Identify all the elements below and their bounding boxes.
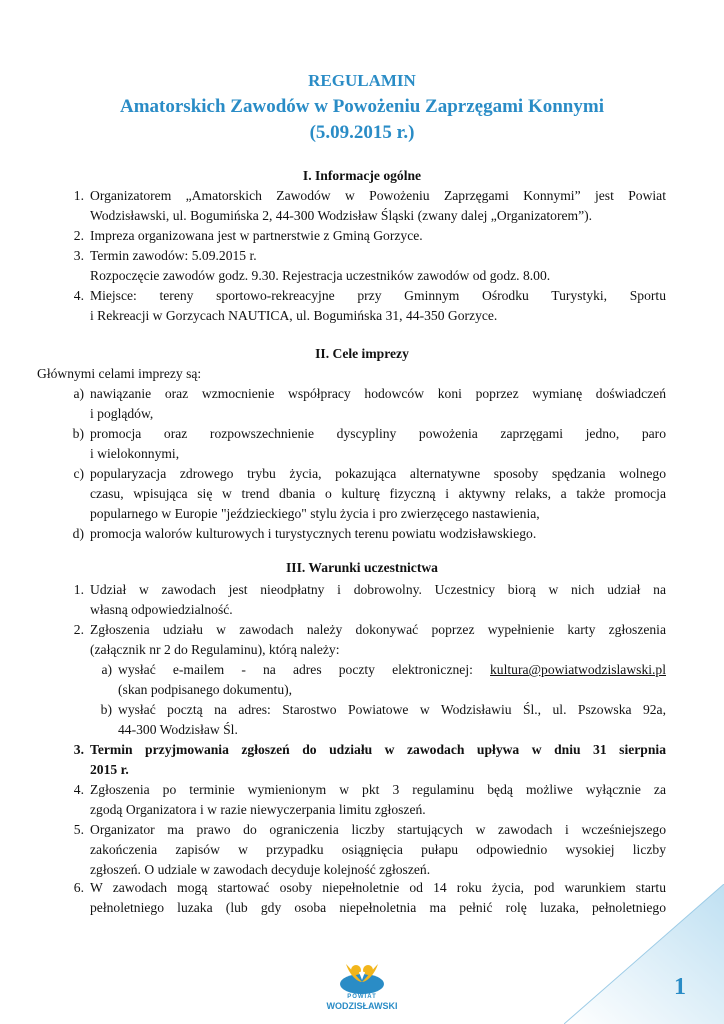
list-text: czasu, wpisująca się w trend dbania o kulturę fizyczną i aktywny relaks, a także promocja <box>90 486 666 501</box>
powiat-logo <box>312 958 412 1018</box>
section-heading-general: I. Informacje ogólne <box>302 168 422 183</box>
list-text: popularyzacja zdrowego trybu życia, pokazująca alternatywne sposoby spędzania wolnego <box>90 466 666 481</box>
list-item <box>60 464 666 524</box>
list-text: pełnoletniego luzaka (lub gdy osoba niepełnoletnia ma pełnić rolę luzaka, pełnoletniego <box>90 900 666 915</box>
list-text <box>118 660 666 680</box>
list-text: promocja walorów kulturowych i turystycznych terenu powiatu wodzisławskiego. <box>90 526 537 541</box>
list-item <box>60 524 666 544</box>
list-item <box>60 384 666 424</box>
list-item <box>60 820 666 880</box>
list-text: Udział w zawodach jest nieodpłatny i dobrowolny. Uczestnicy biorą w nich udział na <box>90 582 666 597</box>
list-text: Wodzisławski, ul. Bogumińska 2, 44-300 Wodzisław Śląski (zwany dalej „Organizatorem”). <box>90 208 593 223</box>
list-text: Organizatorem „Amatorskich Zawodów w Powożeniu Zaprzęgami Konnymi” jest Powiat <box>90 188 666 203</box>
list-letter: b) <box>100 702 112 717</box>
list-item <box>60 286 666 326</box>
list-text: (załącznik nr 2 do Regulaminu), którą należy: <box>90 642 340 657</box>
list-item <box>60 186 666 226</box>
document-title: REGULAMIN <box>308 71 416 90</box>
section-heading-conditions: III. Warunki uczestnictwa <box>286 560 438 575</box>
list-number: 2. <box>73 622 84 637</box>
list-text: promocja oraz rozpowszechnienie dyscypliny powożenia zaprzęgami jedno, paro <box>90 426 666 441</box>
list-text: własną odpowiedzialność. <box>90 602 233 617</box>
logo-text-bottom: WODZISŁAWSKI <box>326 1001 398 1011</box>
list-number: 1. <box>73 188 84 203</box>
list-letter: c) <box>73 466 84 481</box>
section-heading-goals: II. Cele imprezy <box>315 346 409 361</box>
list-text: Zgłoszenia po terminie wymienionym w pkt 3 regulaminu będą możliwe wyłącznie za <box>90 782 666 797</box>
list-number: 1. <box>73 582 84 597</box>
list-letter: d) <box>72 526 84 541</box>
list-number: 6. <box>73 880 84 895</box>
list-text: Zgłoszenia udziału w zawodach należy dokonywać poprzez wypełnienie karty zgłoszenia <box>90 622 666 637</box>
section-intro: Głównymi celami imprezy są: <box>37 366 202 381</box>
list-item-deadline <box>60 740 666 780</box>
list-number: 3. <box>73 248 84 263</box>
email-link[interactable]: kultura@powiatwodzislawski.pl <box>490 662 666 677</box>
page-corner-decoration <box>564 884 724 1024</box>
list-text: Rozpoczęcie zawodów godz. 9.30. Rejestracja uczestników zawodów od godz. 8.00. <box>90 268 551 283</box>
list-text: wysłać pocztą na adres: Starostwo Powiatowe w Wodzisławiu Śl., ul. Pszowska 92a, <box>118 702 666 717</box>
sublist-item <box>88 700 666 740</box>
list-item <box>60 780 666 820</box>
list-text: i poglądów, <box>90 406 154 421</box>
email-instruction: wysłać e-mailem - na adres poczty elektronicznej: <box>118 662 490 677</box>
list-text: Organizator ma prawo do ograniczenia liczby startujących w zawodach i wcześniejszego <box>90 822 666 837</box>
list-item <box>60 424 666 464</box>
list-letter: a) <box>101 662 112 677</box>
list-item <box>60 580 666 620</box>
list-number: 4. <box>73 782 84 797</box>
document-subtitle: Amatorskich Zawodów w Powożeniu Zaprzęgami Konnymi <box>120 96 604 117</box>
list-item <box>60 246 666 286</box>
list-letter: a) <box>73 386 84 401</box>
list-text: i wielokonnymi, <box>90 446 180 461</box>
list-letter: b) <box>72 426 84 441</box>
sublist-item <box>88 660 666 700</box>
list-number: 4. <box>73 288 84 303</box>
list-number: 5. <box>73 822 84 837</box>
page-number: 1 <box>674 974 686 1000</box>
list-text: zgodą Organizatora i w razie niewyczerpania limitu zgłoszeń. <box>90 802 426 817</box>
list-text: zgłoszeń. O udziale w zawodach decyduje kolejność zgłoszeń. <box>90 862 431 877</box>
list-text: 44-300 Wodzisław Śl. <box>118 722 238 737</box>
list-item <box>60 620 666 660</box>
list-text: zakończenia zapisów w przypadku osiągnięcia pułapu odpowiednio wysokiej liczby <box>90 842 666 857</box>
logo-emblem-icon <box>312 958 412 996</box>
list-number: 3. <box>73 742 84 757</box>
list-text: Miejsce: tereny sportowo-rekreacyjne przy Gminnym Ośrodku Turystyki, Sportu <box>90 288 666 303</box>
list-text: W zawodach mogą startować osoby niepełnoletnie od 14 roku życia, pod warunkiem startu <box>90 880 666 895</box>
list-text: nawiązanie oraz wzmocnienie współpracy hodowców koni poprzez wymianę doświadczeń <box>90 386 666 401</box>
list-text: Termin zawodów: 5.09.2015 r. <box>90 248 257 263</box>
list-number: 2. <box>73 228 84 243</box>
list-text: i Rekreacji w Gorzycach NAUTICA, ul. Bogumińska 31, 44-350 Gorzyce. <box>90 308 498 323</box>
list-text: Impreza organizowana jest w partnerstwie z Gminą Gorzyce. <box>90 228 423 243</box>
document-date: (5.09.2015 r.) <box>309 122 415 143</box>
list-text: popularnego w Europie "jeździeckiego" stylu życia i pro zwierzęcego nastawienia, <box>90 506 540 521</box>
logo-text-top: POWIAT <box>347 994 377 1000</box>
list-text: 2015 r. <box>90 762 129 777</box>
list-text: Termin przyjmowania zgłoszeń do udziału w zawodach upływa w dniu 31 sierpnia <box>90 742 666 757</box>
list-text: (skan podpisanego dokumentu), <box>118 682 293 697</box>
list-item <box>60 226 666 246</box>
